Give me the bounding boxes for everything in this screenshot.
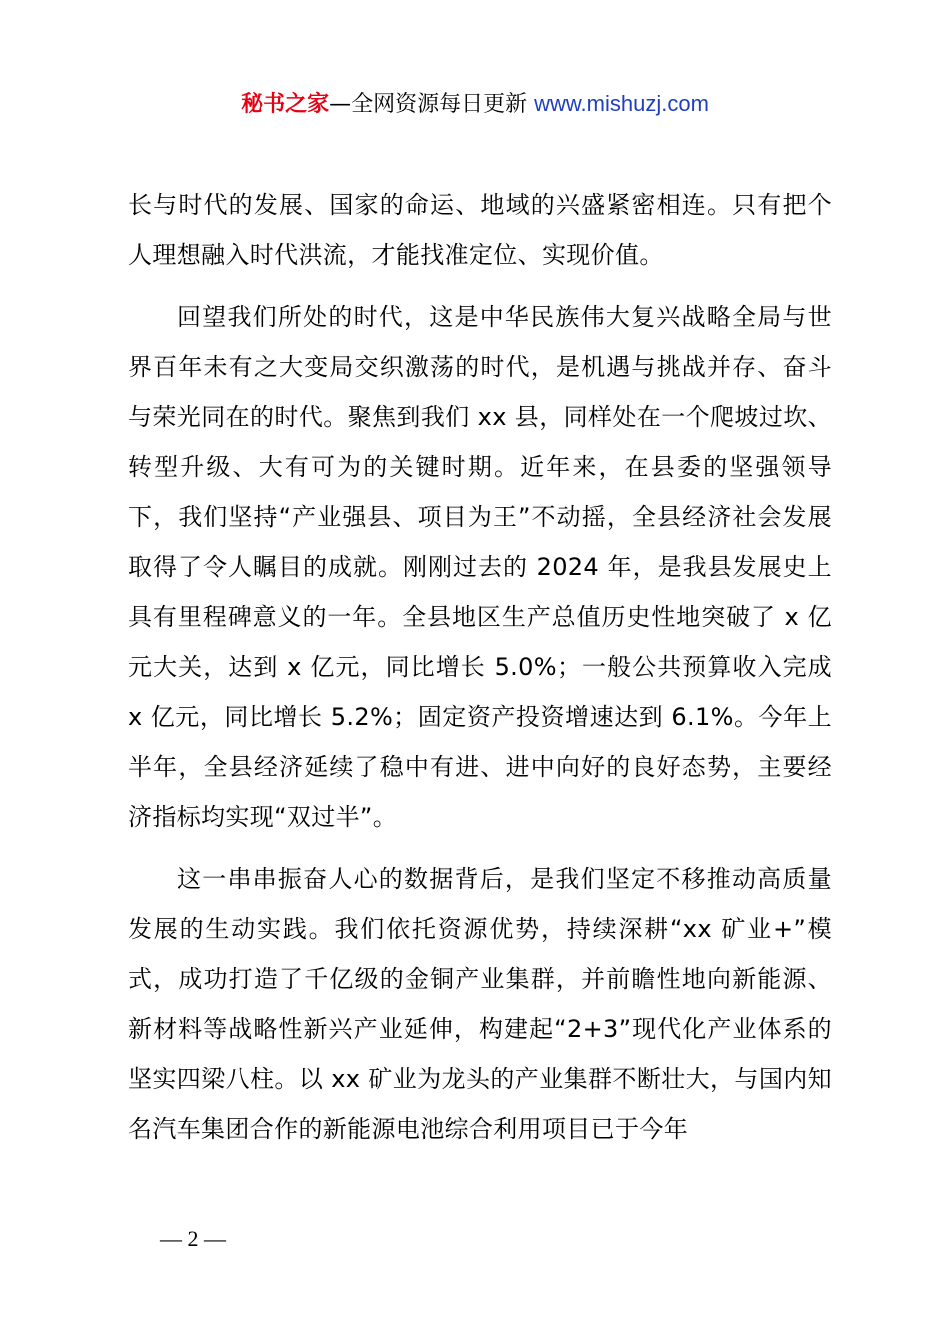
site-url-link[interactable]: www.mishuzj.com xyxy=(534,91,709,116)
paragraph-2: 回望我们所处的时代，这是中华民族伟大复兴战略全局与世界百年未有之大变局交织激荡的时代，是机遇与挑战并存、奋斗与荣光同在的时代。聚焦到我们 xx 县，同样处在一个爬坡过坎、转型升级、大有可为的关键时期。近年来，在县委的坚强领导下，我们坚持“产业强县、项目为王”不动摇，全县经济社会发展取得了令人瞩目的成就。刚刚过去的 2024 年，是我县发展史上具有里程碑意义的一年。全县地区生产总值历史性地突破了 x 亿元大关，达到 x 亿元，同比增长 5.0%；一般公共预算收入完成 x 亿元，同比增长 5.2%；固定资产投资增速达到 6.1%。今年上半年，全县经济延续了稳中有进、进中向好的良好态势，主要经济指标均实现“双过半”。 xyxy=(128,303,832,831)
brand-name: 秘书之家 xyxy=(241,92,330,117)
header-tagline: —全网资源每日更新 xyxy=(329,92,535,117)
paragraph-1: 长与时代的发展、国家的命运、地域的兴盛紧密相连。只有把个人理想融入时代洪流，才能找准定位、实现价值。 xyxy=(128,191,832,269)
page-header xyxy=(0,88,950,121)
paragraph-3: 这一串串振奋人心的数据背后，是我们坚定不移推动高质量发展的生动实践。我们依托资源优势，持续深耕“xx 矿业+”模式，成功打造了千亿级的金铜产业集群，并前瞻性地向新能源、新材料等战略性新兴产业延伸，构建起“2+3”现代化产业体系的坚实四梁八柱。以 xx 矿业为龙头的产业集群不断壮大，与国内知名汽车集团合作的新能源电池综合利用项目已于今年 xyxy=(128,865,832,1143)
page-number: — 2 — xyxy=(160,1226,226,1251)
document-body xyxy=(128,180,832,1166)
